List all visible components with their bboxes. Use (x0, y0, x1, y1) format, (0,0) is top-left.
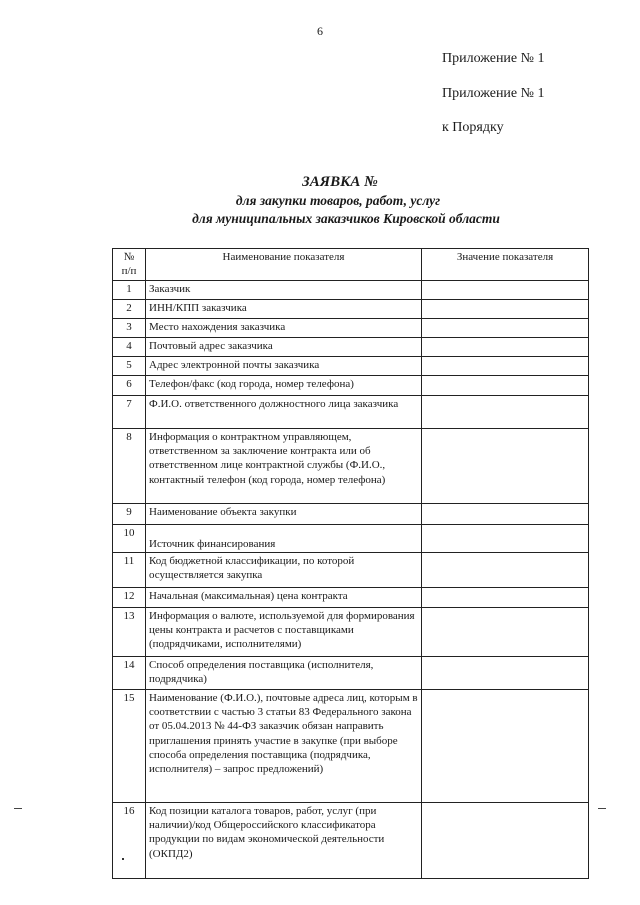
document-subtitle-1: для закупки товаров, работ, услуг (235, 193, 441, 208)
indicator-value[interactable] (422, 300, 589, 319)
row-number: 7 (113, 396, 146, 429)
indicator-name: Ф.И.О. ответственного должностного лица заказчика (146, 396, 422, 429)
indicator-name: Почтовый адрес заказчика (146, 338, 422, 357)
table-row (113, 319, 589, 338)
indicator-value[interactable] (422, 553, 589, 588)
indicator-name: Информация о контрактном управляющем, ответственном за заключение контракта или об ответственном лице контрактной службы (Ф.И.О., контактный телефон (код города, номер телефона) (146, 429, 422, 504)
table-row (113, 657, 589, 690)
row-number: 8 (113, 429, 146, 504)
indicator-name: Код позиции каталога товаров, работ, услуг (при наличии)/код Общероссийского классификатора продукции по видам экономической деятельности (ОКПД2) (146, 803, 422, 879)
table-header-row (113, 249, 589, 281)
table-row (113, 588, 589, 608)
indicator-value[interactable] (422, 357, 589, 376)
page-number: 6 (317, 24, 323, 38)
indicator-value[interactable] (422, 525, 589, 553)
row-number: 14 (113, 657, 146, 690)
indicator-value[interactable] (422, 376, 589, 396)
indicator-name: Наименование объекта закупки (146, 504, 422, 525)
indicator-value[interactable] (422, 803, 589, 879)
table-row (113, 504, 589, 525)
indicator-name: Начальная (максимальная) цена контракта (146, 588, 422, 608)
header-number: № п/п (113, 249, 146, 281)
indicator-name: Источник финансирования (146, 525, 422, 553)
document-subtitle-2: для муниципальных заказчиков Кировской области (192, 211, 500, 226)
indicator-value[interactable] (422, 396, 589, 429)
table-row (113, 553, 589, 588)
row-number: 12 (113, 588, 146, 608)
table-row (113, 281, 589, 300)
table-row (113, 690, 589, 803)
row-number: 10 (113, 525, 146, 553)
title-block (0, 172, 640, 228)
indicator-name: Заказчик (146, 281, 422, 300)
row-number: 2 (113, 300, 146, 319)
appendix-line-3: к Порядку (442, 120, 504, 135)
table-row (113, 357, 589, 376)
header-indicator-value: Значение показателя (422, 249, 589, 281)
indicator-name: Способ определения поставщика (исполнителя, подрядчика) (146, 657, 422, 690)
indicator-value[interactable] (422, 504, 589, 525)
indicator-name: Наименование (Ф.И.О.), почтовые адреса лиц, которым в соответствии с частью 3 статьи 83 Федерального закона от 05.04.2013 № 44-ФЗ заказчик обязан направить приглашения принять участие в закупке (при выборе способа определения поставщика (подрядчика, исполнителя) – запрос предложений) (146, 690, 422, 803)
table-row (113, 396, 589, 429)
row-number: 3 (113, 319, 146, 338)
table-row (113, 429, 589, 504)
indicator-value[interactable] (422, 608, 589, 657)
row-number: 1 (113, 281, 146, 300)
document-title: ЗАЯВКА № (302, 174, 378, 190)
indicator-name: Адрес электронной почты заказчика (146, 357, 422, 376)
row-number: 9 (113, 504, 146, 525)
indicator-name: ИНН/КПП заказчика (146, 300, 422, 319)
table-row (113, 338, 589, 357)
margin-mark-right (598, 808, 606, 809)
row-number: 11 (113, 553, 146, 588)
indicator-value[interactable] (422, 588, 589, 608)
table-row (113, 608, 589, 657)
indicator-value[interactable] (422, 429, 589, 504)
indicator-name: Телефон/факс (код города, номер телефона) (146, 376, 422, 396)
indicator-name: Код бюджетной классификации, по которой осуществляется закупка (146, 553, 422, 588)
indicator-value[interactable] (422, 690, 589, 803)
indicator-value[interactable] (422, 657, 589, 690)
application-form-table (112, 248, 589, 879)
indicator-value[interactable] (422, 338, 589, 357)
row-number: 16 (113, 803, 146, 879)
table-row (113, 525, 589, 553)
table-row (113, 803, 589, 879)
header-indicator-name: Наименование показателя (146, 249, 422, 281)
indicator-name: Информация о валюте, используемой для формирования цены контракта и расчетов с поставщиками (подрядчиками, исполнителями) (146, 608, 422, 657)
table-row (113, 376, 589, 396)
indicator-value[interactable] (422, 281, 589, 300)
row-number: 5 (113, 357, 146, 376)
row-number: 6 (113, 376, 146, 396)
row-number: 15 (113, 690, 146, 803)
row-number: 4 (113, 338, 146, 357)
appendix-line-2: Приложение № 1 (442, 86, 545, 101)
scan-dot (122, 858, 124, 860)
appendix-line-1: Приложение № 1 (442, 51, 545, 66)
margin-mark-left (14, 808, 22, 809)
table-row (113, 300, 589, 319)
indicator-name: Место нахождения заказчика (146, 319, 422, 338)
row-number: 13 (113, 608, 146, 657)
indicator-value[interactable] (422, 319, 589, 338)
